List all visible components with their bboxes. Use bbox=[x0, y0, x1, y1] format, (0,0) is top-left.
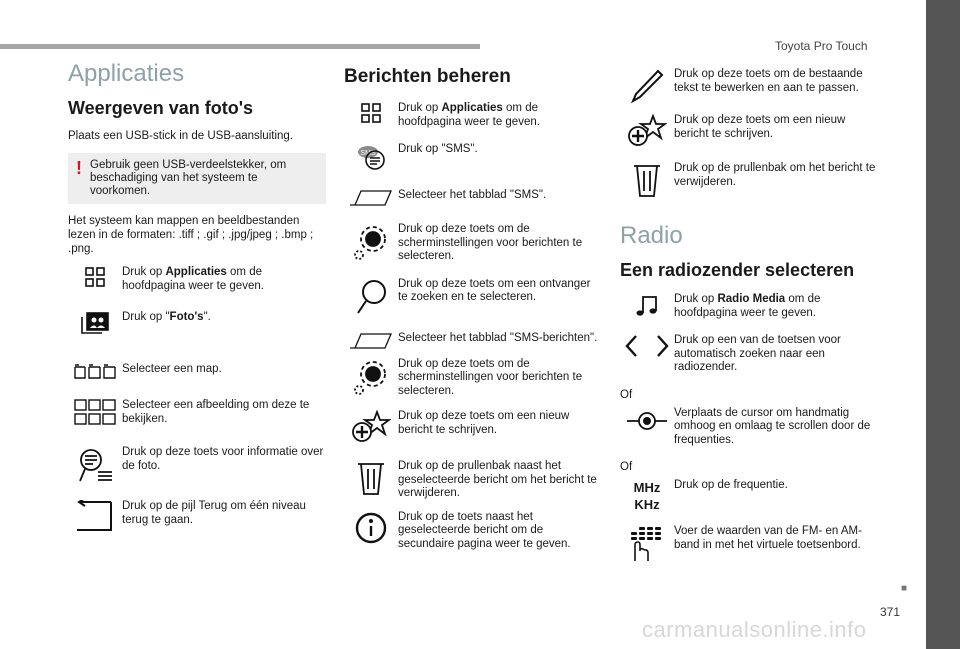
image-grid-icon bbox=[68, 399, 122, 425]
step-item bbox=[344, 511, 600, 552]
step-item bbox=[68, 500, 326, 532]
keypad-icon bbox=[620, 525, 674, 563]
khz-label: KHz bbox=[634, 497, 660, 512]
or-label: Of bbox=[620, 461, 633, 473]
intro-text: Plaats een USB-stick in de USB-aansluiting. bbox=[68, 130, 293, 142]
watermark: carmanualsonline.info bbox=[642, 617, 867, 642]
page-number: 371 bbox=[880, 605, 901, 619]
info-list-icon bbox=[68, 446, 122, 484]
step-text: Selecteer het tabblad "SMS-berichten". bbox=[398, 331, 598, 344]
step-text: Selecteer een afbeelding om deze te bekijken. bbox=[122, 399, 310, 425]
header-rule bbox=[0, 44, 480, 49]
heading-photos: Weergeven van foto's bbox=[68, 98, 254, 118]
step-item bbox=[344, 358, 600, 399]
tab-icon bbox=[344, 189, 398, 207]
step-item bbox=[344, 223, 600, 264]
step-item bbox=[620, 525, 880, 563]
grid-icon bbox=[344, 102, 398, 124]
column-applicaties bbox=[68, 60, 326, 532]
page-edge-strip bbox=[926, 0, 960, 649]
search-icon bbox=[344, 278, 398, 316]
section-title-radio: Radio bbox=[620, 222, 683, 249]
cursor-slider-icon bbox=[620, 407, 674, 435]
step-text: Druk op deze toets om de scherminstellingen voor berichten te selecteren. bbox=[398, 357, 583, 397]
new-message-icon bbox=[620, 114, 674, 148]
step-item bbox=[344, 143, 600, 171]
step-text: Druk op de frequentie. bbox=[674, 479, 788, 491]
grid-icon bbox=[68, 266, 122, 288]
settings-icon bbox=[344, 358, 398, 398]
step-text: Druk op deze toets om een ontvanger te zoeken en te selecteren. bbox=[398, 277, 591, 303]
step-item bbox=[68, 446, 326, 484]
step-item bbox=[344, 410, 600, 444]
or-label: Of bbox=[620, 388, 633, 401]
photos-icon bbox=[68, 311, 122, 335]
step-text: Druk op de pijl Terug om één niveau terug te gaan. bbox=[122, 500, 306, 526]
svg-text:SMS: SMS bbox=[360, 150, 376, 157]
step-text: Druk op de prullenbak om het bericht te verwijderen. bbox=[674, 162, 876, 188]
step-text: Druk op deze toets om een nieuw bericht te schrijven. bbox=[674, 114, 846, 140]
trash-icon bbox=[620, 162, 674, 198]
step-item bbox=[68, 311, 326, 335]
header-title: Toyota Pro Touch bbox=[775, 39, 868, 53]
warning-icon: ! bbox=[76, 158, 82, 178]
step-text: Druk op deze toets voor informatie over de foto. bbox=[122, 446, 324, 472]
step-item bbox=[344, 278, 600, 316]
step-text: Druk op deze toets om de bestaande tekst te bewerken en aan te passen. bbox=[674, 68, 863, 94]
settings-icon bbox=[344, 223, 398, 263]
pencil-icon bbox=[620, 68, 674, 104]
step-text: Druk op de toets naast het geselecteerde bericht om de secundaire pagina weer te geven. bbox=[398, 510, 571, 550]
section-title-applicaties: Applicaties bbox=[68, 60, 185, 87]
step-item bbox=[68, 266, 326, 293]
formats-text: Het systeem kan mappen en beeldbestanden lezen in de formaten: .tiff ; .gif ; .jpg/jpeg ; .bmp ; .png. bbox=[68, 215, 314, 255]
new-message-icon bbox=[344, 410, 398, 444]
trash-icon bbox=[344, 460, 398, 496]
step-item bbox=[344, 460, 600, 501]
heading-radio: Een radiozender selecteren bbox=[620, 260, 855, 280]
step-item bbox=[620, 162, 880, 198]
step-text: Druk op een van de toetsen voor automatisch zoeken naar een radiozender. bbox=[674, 334, 841, 373]
step-item bbox=[68, 399, 326, 426]
step-item bbox=[344, 332, 600, 350]
mhz-label: MHz bbox=[633, 480, 661, 495]
folder-tabs-icon bbox=[68, 363, 122, 379]
step-item bbox=[344, 102, 600, 129]
step-text: Druk op "SMS". bbox=[398, 143, 478, 155]
warning-text: Gebruik geen USB-verdeelstekker, om beschadiging van het systeem te voorkomen. bbox=[90, 159, 287, 197]
tab-icon bbox=[344, 332, 398, 350]
step-item bbox=[620, 114, 880, 148]
column-radio bbox=[620, 68, 880, 563]
step-text: Druk op Radio Media om de hoofdpagina weer te geven. bbox=[674, 293, 821, 319]
step-item bbox=[620, 407, 880, 448]
music-note-icon bbox=[620, 293, 674, 319]
step-text: Voer de waarden van de FM- en AM-band in met het virtuele toetsenbord. bbox=[674, 525, 862, 551]
step-text: Druk op "Foto's". bbox=[122, 311, 211, 323]
step-text: Selecteer een map. bbox=[122, 363, 222, 375]
back-arrow-icon bbox=[68, 500, 122, 532]
info-icon bbox=[344, 511, 398, 545]
step-item bbox=[68, 363, 326, 379]
step-text: Druk op deze toets om een nieuw bericht te schrijven. bbox=[398, 410, 570, 436]
sms-icon bbox=[344, 143, 398, 171]
end-bullet: ■ bbox=[901, 583, 908, 594]
step-text: Druk op deze toets om de scherminstellingen voor berichten te selecteren. bbox=[398, 223, 583, 262]
step-item bbox=[620, 293, 880, 320]
chevrons-icon bbox=[620, 334, 674, 358]
step-item bbox=[620, 334, 880, 375]
step-item bbox=[344, 189, 600, 207]
step-text: Selecteer het tabblad "SMS". bbox=[398, 189, 547, 201]
warning-box bbox=[68, 153, 326, 204]
step-item bbox=[620, 68, 880, 104]
step-text: Druk op de prullenbak naast het geselecteerde bericht om het bericht te verwijderen. bbox=[398, 460, 597, 499]
column-berichten bbox=[344, 60, 600, 551]
heading-messages: Berichten beheren bbox=[344, 66, 511, 87]
mhz-khz-icon bbox=[620, 479, 674, 513]
step-text: Druk op Applicaties om de hoofdpagina weer te geven. bbox=[122, 266, 264, 292]
step-text: Druk op Applicaties om de hoofdpagina weer te geven. bbox=[398, 102, 540, 128]
step-item bbox=[620, 479, 880, 513]
step-text: Verplaats de cursor om handmatig omhoog en omlaag te scrollen door de frequenties. bbox=[674, 406, 871, 446]
